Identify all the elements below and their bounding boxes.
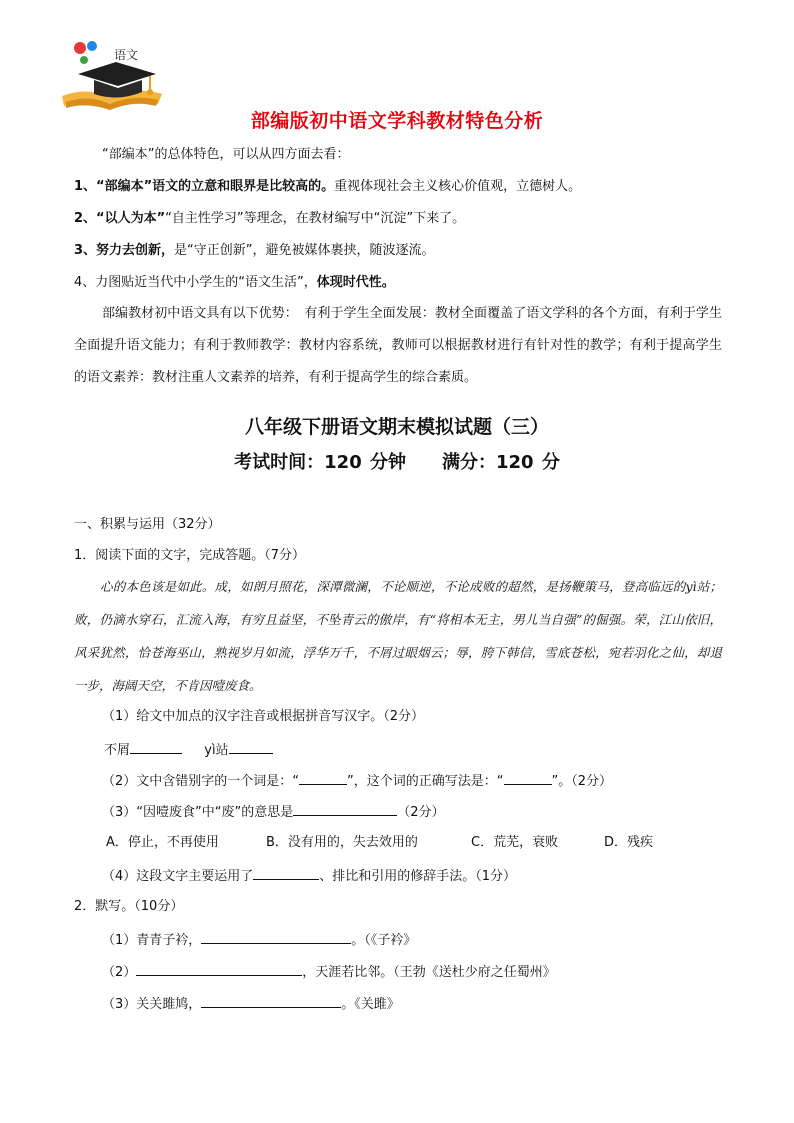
question-2-1 [102, 929, 722, 951]
answer-blank[interactable] [201, 993, 341, 1008]
logo-label: 语文 [114, 48, 139, 62]
question-1-4 [102, 865, 722, 887]
question-2-1-text-b: 。（《子衿》 [351, 933, 417, 948]
answer-blank[interactable] [136, 961, 302, 976]
option-d[interactable]: D．残疾 [604, 835, 654, 850]
question-2-3-text-a: （3）关关雎鸠， [102, 997, 202, 1012]
question-2-2-text-b: ，天涯若比邻。（王勃《送杜少府之任蜀州》 [302, 965, 556, 980]
answer-blank[interactable] [299, 770, 347, 785]
feature-item-3-bold: 3、努力去创新， [74, 243, 175, 258]
question-2-3-text-b: 。《关雎》 [341, 997, 400, 1012]
answer-blank[interactable] [293, 801, 397, 816]
question-2-3 [102, 993, 722, 1015]
feature-item-3-text: 是“守正创新”，避免被媒体裹挟，随波逐流。 [174, 243, 435, 258]
answer-blank[interactable] [253, 865, 319, 880]
question-1-2-text-c: ”。（2分） [551, 774, 613, 789]
question-1: 1．阅读下面的文字，完成答题。（7分） [74, 548, 306, 563]
feature-item-4 [74, 273, 722, 293]
feature-item-2-text: “自主性学习”等理念，在教材编写中“沉淀”下来了。 [165, 211, 466, 226]
features-intro: “部编本”的总体特色，可以从四方面去看： [102, 147, 350, 162]
question-1-3 [102, 801, 722, 823]
feature-item-1 [74, 177, 722, 197]
question-1-4-text-b: 、排比和引用的修辞手法。（1分） [319, 869, 517, 884]
answer-blank[interactable] [229, 739, 273, 754]
option-c[interactable]: C．荒芜，衰败 [471, 835, 559, 850]
word-yizhan: yì站 [204, 743, 229, 758]
option-b[interactable]: B．没有用的，失去效用的 [266, 835, 418, 850]
question-1-2-text-b: ”，这个词的正确写法是：“ [347, 774, 504, 789]
question-1-4-text-a: （4）这段文字主要运用了 [102, 869, 254, 884]
feature-item-2-bold: 2、“以人为本” [74, 211, 166, 226]
question-1-1: （1）给文中加点的汉字注音或根据拼音写汉字。（2分） [102, 709, 425, 724]
question-1-2-text-a: （2）文中含错别字的一个词是：“ [102, 774, 300, 789]
page-title: 部编版初中语文学科教材特色分析 [250, 110, 544, 132]
feature-item-2 [74, 209, 722, 229]
option-a[interactable]: A．停止，不再使用 [106, 835, 219, 850]
word-buxie: 不屑 [104, 743, 131, 758]
feature-item-4-bold: 体现时代性。 [316, 275, 395, 290]
question-1-1-blanks [104, 739, 722, 761]
exam-info [0, 448, 794, 474]
question-2-2-text-a: （2） [102, 965, 137, 980]
question-1-2 [102, 770, 722, 792]
advantages-paragraph: 部编教材初中语文具有以下优势： 有利于学生全面发展：教材全面覆盖了语文学科的各个方面，有利于学生全面提升语文能力；有利于教师教学：教材内容系统，教师可以根据教材进行有针对性的教学；有利于提高学生的语文素养：教材注重人文素养的培养，有利于提高学生的综合素质。 [74, 306, 722, 385]
exam-time: 考试时间：120 分钟 [234, 452, 406, 473]
question-2: 2．默写。（10分） [74, 899, 184, 914]
answer-blank[interactable] [201, 929, 351, 944]
exam-title: 八年级下册语文期末模拟试题（三） [244, 416, 549, 438]
feature-item-1-text: 重视体现社会主义核心价值观，立德树人。 [334, 179, 582, 194]
question-1-3-options [106, 833, 722, 853]
question-1-3-text-b: （2分） [397, 805, 445, 820]
question-2-2 [102, 961, 722, 983]
question-2-1-text-a: （1）青青子衿， [102, 933, 202, 948]
feature-item-4-text: 4、力图贴近当代中小学生的“语文生活”， [74, 275, 317, 290]
feature-item-3 [74, 241, 722, 261]
question-1-3-text-a: （3）“因噎废食”中“废”的意思是 [102, 805, 294, 820]
answer-blank[interactable] [130, 739, 182, 754]
exam-score: 满分：120 分 [442, 452, 560, 473]
section-heading: 一、积累与运用（32分） [74, 517, 221, 532]
answer-blank[interactable] [504, 770, 552, 785]
reading-passage: 心的本色该是如此。成，如朗月照花，深潭微澜，不论顺逆，不论成败的超然，是扬鞭策马，登高临远的yì站；败，仍滴水穿石，汇流入海，有穷且益坚，不坠青云的傲岸，有“将相本无主，男儿当自强”的倔强。荣，江山依旧，风采犹然，恰苍海巫山，熟视岁月如流，浮华万千，不屑过眼烟云；辱，胯下韩信，雪底苍松，宛若羽化之仙，却退一步，海阔天空，不肯因噎废食。 [74, 579, 722, 693]
feature-item-1-bold: 1、“部编本”语文的立意和眼界是比较高的。 [74, 179, 335, 194]
